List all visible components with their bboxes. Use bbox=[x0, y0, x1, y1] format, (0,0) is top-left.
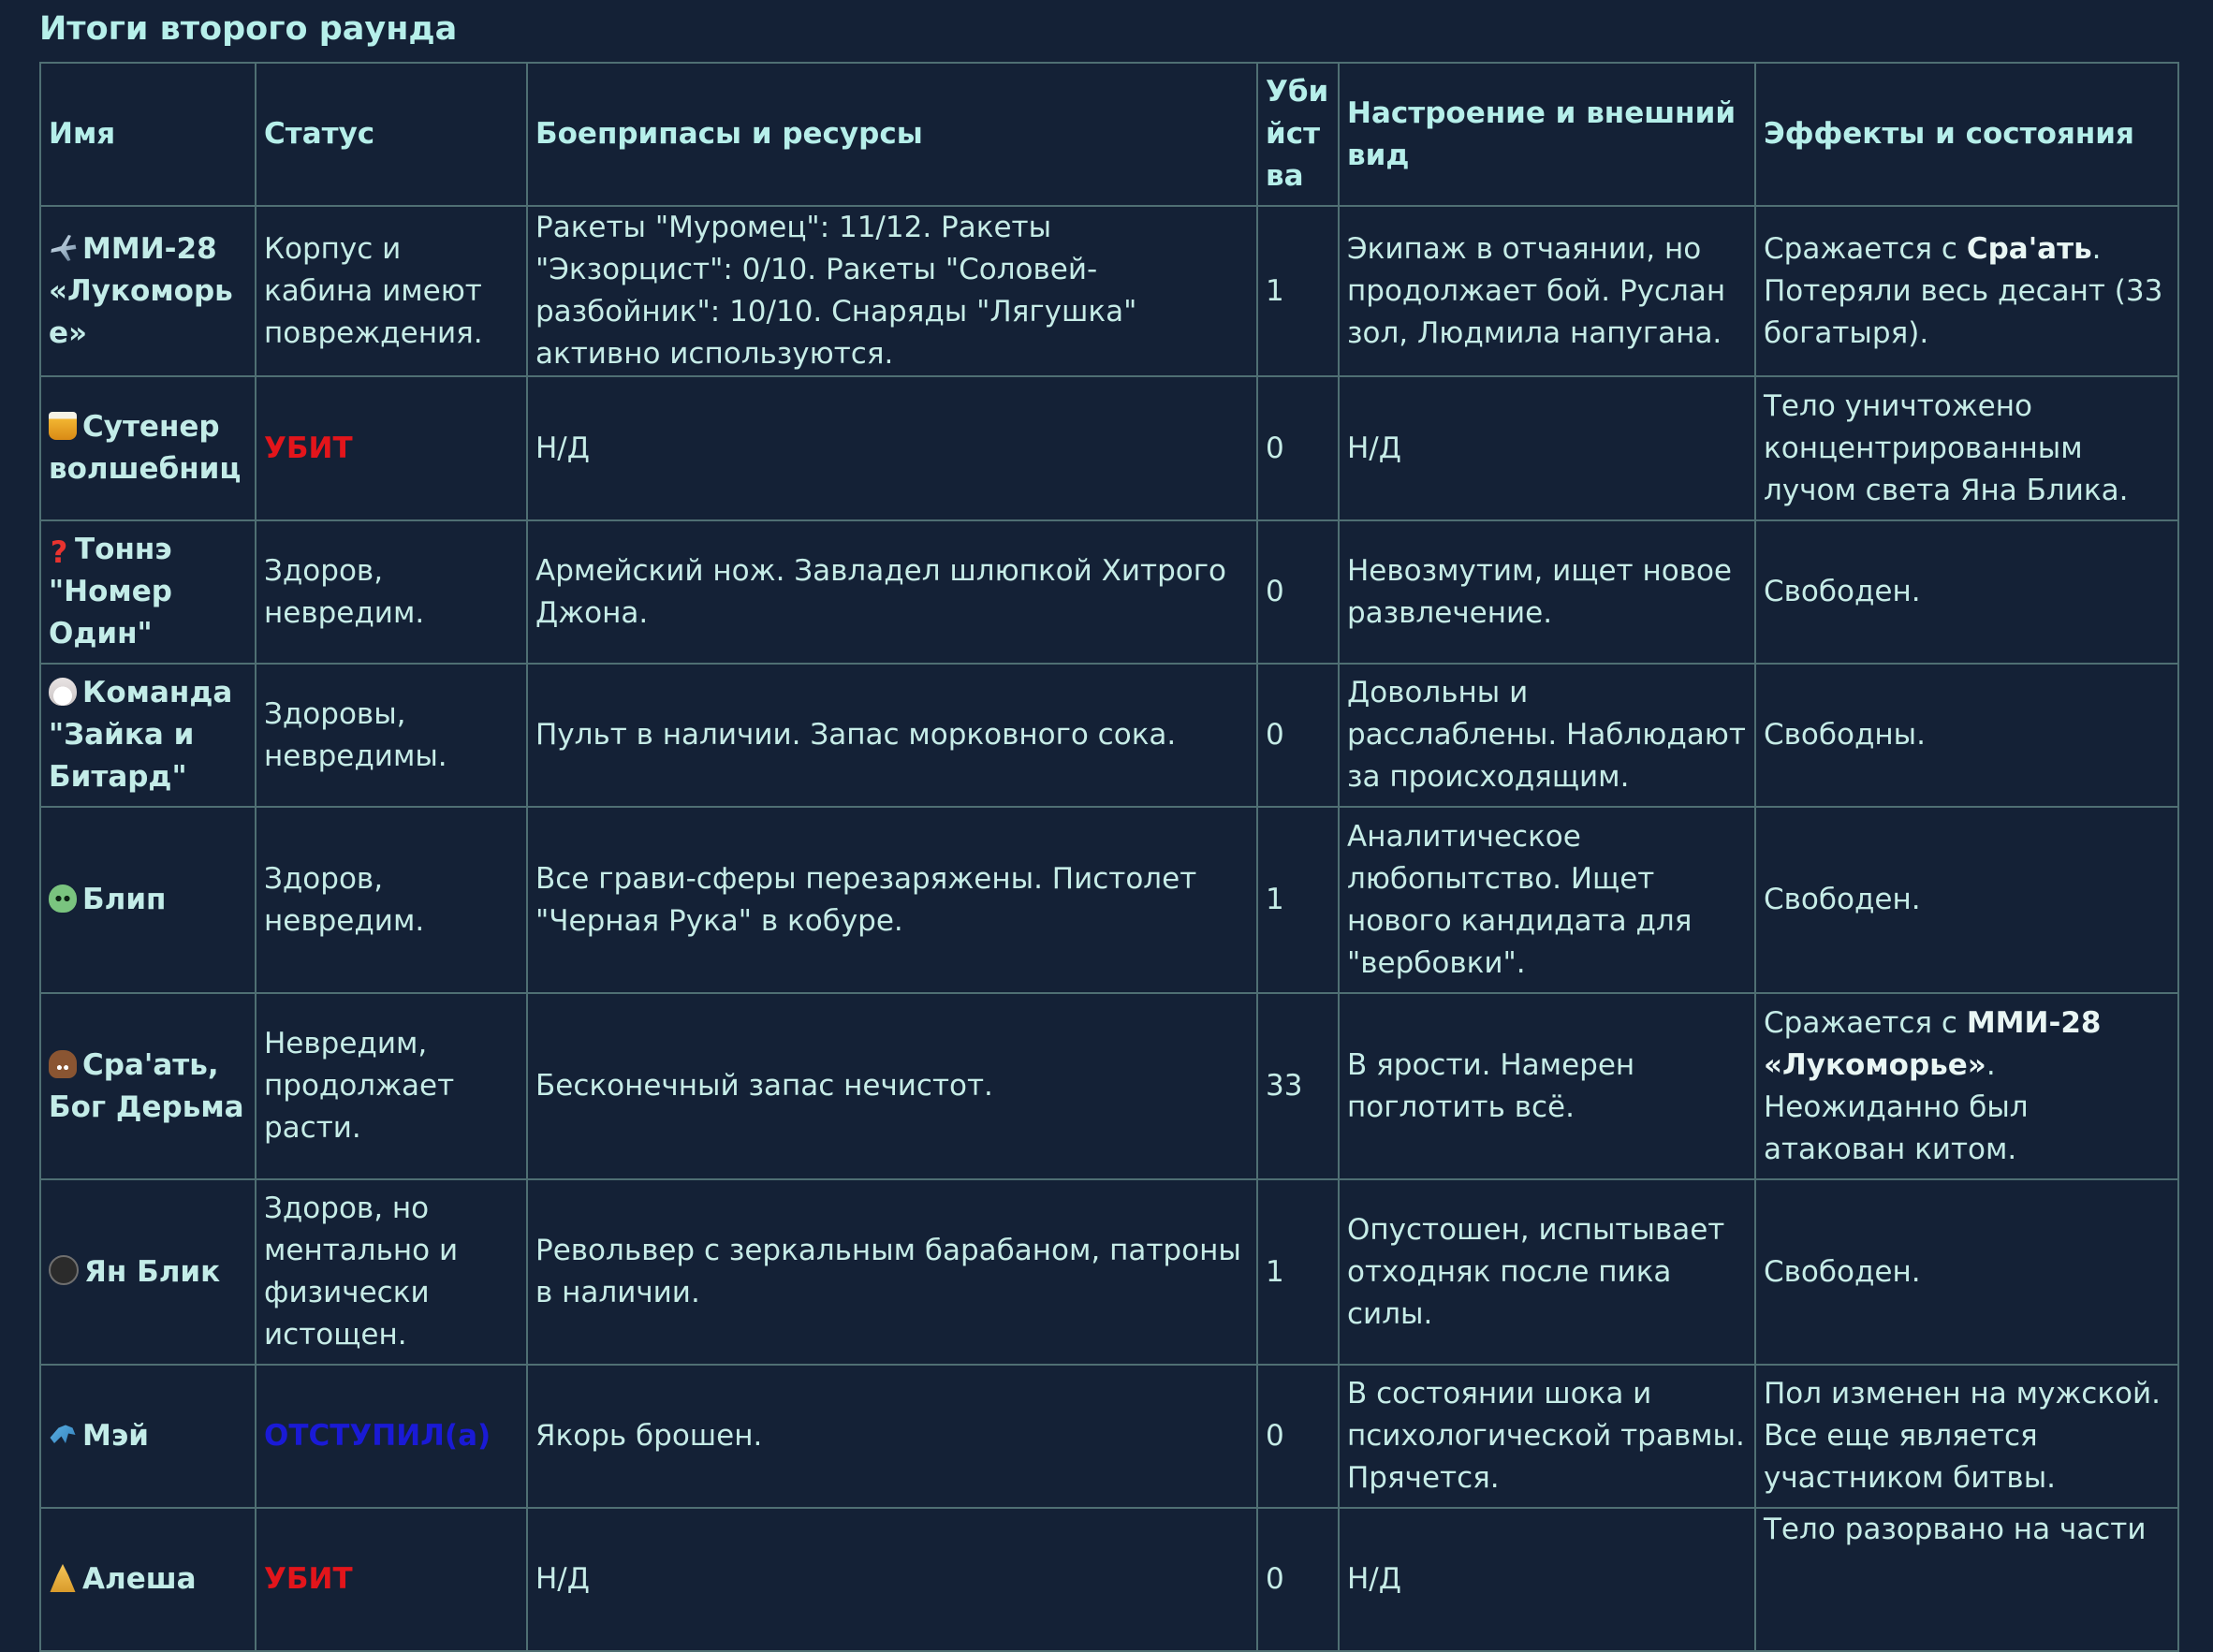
row-name-cell bbox=[40, 807, 256, 993]
row-name-cell bbox=[40, 206, 256, 376]
row-kills: 0 bbox=[1257, 1365, 1339, 1508]
header-row bbox=[40, 63, 2178, 206]
row-name: Команда "Зайка и Битард" bbox=[49, 676, 233, 794]
row-ammo: Н/Д bbox=[527, 1508, 1257, 1651]
row-kills: 1 bbox=[1257, 206, 1339, 376]
table-row bbox=[40, 376, 2178, 520]
rabbit-icon bbox=[49, 678, 77, 706]
row-name-cell bbox=[40, 1179, 256, 1365]
row-kills: 0 bbox=[1257, 520, 1339, 664]
table-row bbox=[40, 1365, 2178, 1508]
row-name-cell bbox=[40, 993, 256, 1179]
row-name-cell bbox=[40, 376, 256, 520]
status-badge: УБИТ bbox=[264, 431, 353, 465]
row-name: Алеша bbox=[82, 1562, 197, 1596]
airplane-icon bbox=[49, 234, 77, 262]
row-name-cell bbox=[40, 1508, 256, 1651]
row-effects bbox=[1755, 993, 2178, 1179]
row-mood: В состоянии шока и психологической травмы. Прячется. bbox=[1339, 1365, 1755, 1508]
row-mood: Опустошен, испытывает отходняк после пика силы. bbox=[1339, 1179, 1755, 1365]
row-ammo: Армейский нож. Завладел шлюпкой Хитрого Джона. bbox=[527, 520, 1257, 664]
dolphin-icon bbox=[49, 1421, 77, 1449]
page-title: Итоги второго раунда bbox=[39, 10, 458, 48]
row-effects-text: Сражается с bbox=[1764, 231, 1967, 266]
row-kills: 0 bbox=[1257, 376, 1339, 520]
row-name: Мэй bbox=[82, 1419, 149, 1453]
row-effects-opponent: ММИ-28 «Лукоморье» bbox=[1764, 1005, 2102, 1082]
header-kills: Убийства bbox=[1257, 63, 1339, 206]
row-mood: Невозмутим, ищет новое развлечение. bbox=[1339, 520, 1755, 664]
row-name-cell bbox=[40, 520, 256, 664]
row-name: Сра'ать, Бог Дерьма bbox=[49, 1047, 244, 1124]
row-effects-text: . Потеряли весь десант (33 богатыря). bbox=[1764, 231, 2163, 350]
question-mark-icon: ? bbox=[50, 534, 68, 570]
table-row bbox=[40, 664, 2178, 807]
praying-hands-icon bbox=[49, 1564, 77, 1592]
row-ammo: Пульт в наличии. Запас морковного сока. bbox=[527, 664, 1257, 807]
row-name: Ян Блик bbox=[84, 1254, 221, 1289]
header-effects: Эффекты и состояния bbox=[1755, 63, 2178, 206]
header-ammo: Боеприпасы и ресурсы bbox=[527, 63, 1257, 206]
header-status: Статус bbox=[256, 63, 527, 206]
row-ammo: Н/Д bbox=[527, 376, 1257, 520]
row-mood: Аналитическое любопытство. Ищет нового кандидата для "вербовки". bbox=[1339, 807, 1755, 993]
row-name: Блип bbox=[82, 883, 167, 916]
row-status: Здоровы, невредимы. bbox=[256, 664, 527, 807]
header-mood: Настроение и внешний вид bbox=[1339, 63, 1755, 206]
row-ammo: Все грави-сферы перезаряжены. Пистолет "Черная Рука" в кобуре. bbox=[527, 807, 1257, 993]
row-kills: 0 bbox=[1257, 664, 1339, 807]
row-mood: Н/Д bbox=[1339, 1508, 1755, 1651]
results-table bbox=[39, 62, 2179, 1652]
row-name-cell bbox=[40, 664, 256, 807]
row-status: Здоров, невредим. bbox=[256, 807, 527, 993]
header-name: Имя bbox=[40, 63, 256, 206]
row-mood: Н/Д bbox=[1339, 376, 1755, 520]
row-effects: Тело уничтожено концентрированным лучом света Яна Блика. bbox=[1755, 376, 2178, 520]
row-status bbox=[256, 1365, 527, 1508]
status-badge: ОТСТУПИЛ(а) bbox=[264, 1419, 491, 1453]
row-kills: 33 bbox=[1257, 993, 1339, 1179]
row-effects: Свободен. bbox=[1755, 807, 2178, 993]
table-row bbox=[40, 1508, 2178, 1651]
row-name: Тоннэ "Номер Один" bbox=[49, 533, 172, 651]
table-row bbox=[40, 520, 2178, 664]
row-kills: 1 bbox=[1257, 1179, 1339, 1365]
row-status: Корпус и кабина имеют повреждения. bbox=[256, 206, 527, 376]
row-effects-text: Сражается с bbox=[1764, 1005, 1967, 1040]
row-status: Здоров, но ментально и физически истощен. bbox=[256, 1179, 527, 1365]
row-effects: Свободен. bbox=[1755, 520, 2178, 664]
row-ammo: Револьвер с зеркальным барабаном, патроны в наличии. bbox=[527, 1179, 1257, 1365]
row-name: ММИ-28 «Лукоморье» bbox=[49, 231, 233, 350]
page bbox=[39, 0, 2177, 1652]
row-ammo: Якорь брошен. bbox=[527, 1365, 1257, 1508]
row-mood: Экипаж в отчаянии, но продолжает бой. Руслан зол, Людмила напугана. bbox=[1339, 206, 1755, 376]
row-ammo: Бесконечный запас нечистот. bbox=[527, 993, 1257, 1179]
table-row bbox=[40, 206, 2178, 376]
row-mood: В ярости. Намерен поглотить всё. bbox=[1339, 993, 1755, 1179]
row-status: Здоров, невредим. bbox=[256, 520, 527, 664]
row-status bbox=[256, 376, 527, 520]
row-mood: Довольны и расслаблены. Наблюдают за происходящим. bbox=[1339, 664, 1755, 807]
black-circle-icon bbox=[49, 1255, 79, 1285]
table-row bbox=[40, 993, 2178, 1179]
row-status: Невредим, продолжает расти. bbox=[256, 993, 527, 1179]
alien-icon bbox=[49, 884, 77, 913]
row-effects: Пол изменен на мужской. Все еще является участником битвы. bbox=[1755, 1365, 2178, 1508]
table-row bbox=[40, 807, 2178, 993]
row-effects bbox=[1755, 206, 2178, 376]
row-effects: Свободны. bbox=[1755, 664, 2178, 807]
whisky-glass-icon bbox=[49, 412, 77, 440]
row-name-cell bbox=[40, 1365, 256, 1508]
table-row bbox=[40, 1179, 2178, 1365]
status-badge: УБИТ bbox=[264, 1562, 353, 1596]
row-kills: 1 bbox=[1257, 807, 1339, 993]
row-kills: 0 bbox=[1257, 1508, 1339, 1651]
row-status bbox=[256, 1508, 527, 1651]
row-name: Сутенер волшебниц bbox=[49, 410, 242, 486]
row-effects-opponent: Сра'ать bbox=[1966, 231, 2092, 266]
row-effects-text: . Неожиданно был атакован китом. bbox=[1764, 1047, 2029, 1166]
poop-icon bbox=[49, 1050, 77, 1078]
row-ammo: Ракеты "Муромец": 11/12. Ракеты "Экзорцист": 0/10. Ракеты "Соловей-разбойник": 10/10. Снаряды "Лягушка" активно используются. bbox=[527, 206, 1257, 376]
row-effects: Свободен. bbox=[1755, 1179, 2178, 1365]
row-effects: Тело разорвано на части bbox=[1755, 1508, 2178, 1651]
